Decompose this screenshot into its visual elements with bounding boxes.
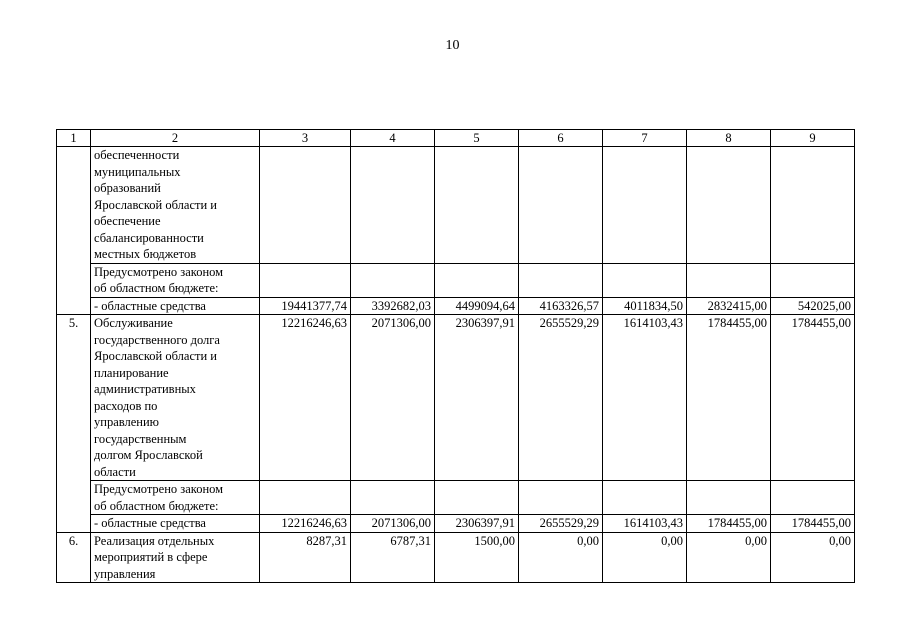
- value-cell: 4163326,57: [519, 297, 603, 315]
- table-row: [57, 481, 855, 515]
- value-cell: 0,00: [519, 532, 603, 583]
- row-number-cell: [57, 263, 91, 297]
- value-cell: [603, 147, 687, 264]
- value-cell: 1784455,00: [687, 315, 771, 481]
- value-cell: [687, 263, 771, 297]
- value-cell: 2071306,00: [351, 515, 435, 533]
- value-cell: 0,00: [603, 532, 687, 583]
- value-cell: 1784455,00: [771, 315, 855, 481]
- header-cell: 2: [91, 130, 260, 147]
- row-description: обеспеченности муниципальных образований Ярославской области и обеспечение сбалансированности местных бюджетов: [91, 147, 260, 264]
- row-description: Реализация отдельных мероприятий в сфере управления: [91, 532, 260, 583]
- header-cell: 8: [687, 130, 771, 147]
- row-description: Обслуживание государственного долга Ярославской области и планирование административных расходов по управлению государственным долгом Ярославской области: [91, 315, 260, 481]
- value-cell: [771, 147, 855, 264]
- header-cell: 6: [519, 130, 603, 147]
- value-cell: [435, 147, 519, 264]
- value-cell: [435, 263, 519, 297]
- value-cell: 12216246,63: [260, 515, 351, 533]
- value-cell: 1614103,43: [603, 515, 687, 533]
- table-row: [57, 297, 855, 315]
- value-cell: 6787,31: [351, 532, 435, 583]
- value-cell: [351, 263, 435, 297]
- table-row: [57, 147, 855, 264]
- law-label: Предусмотрено законом об областном бюджете:: [91, 263, 260, 297]
- value-cell: 2071306,00: [351, 315, 435, 481]
- value-cell: 542025,00: [771, 297, 855, 315]
- value-cell: [603, 263, 687, 297]
- value-cell: [519, 263, 603, 297]
- value-cell: 2306397,91: [435, 315, 519, 481]
- value-cell: 19441377,74: [260, 297, 351, 315]
- law-label: Предусмотрено законом об областном бюджете:: [91, 481, 260, 515]
- header-cell: 5: [435, 130, 519, 147]
- value-cell: 1614103,43: [603, 315, 687, 481]
- table-row: [57, 263, 855, 297]
- header-cell: 4: [351, 130, 435, 147]
- row-number-cell: 6.: [57, 532, 91, 583]
- budget-table: [56, 129, 855, 583]
- value-cell: 0,00: [687, 532, 771, 583]
- value-cell: 4011834,50: [603, 297, 687, 315]
- header-cell: 1: [57, 130, 91, 147]
- value-cell: 1784455,00: [687, 515, 771, 533]
- regional-funds-label: - областные средства: [91, 297, 260, 315]
- value-cell: 1500,00: [435, 532, 519, 583]
- value-cell: 2832415,00: [687, 297, 771, 315]
- regional-funds-label: - областные средства: [91, 515, 260, 533]
- value-cell: 8287,31: [260, 532, 351, 583]
- value-cell: 3392682,03: [351, 297, 435, 315]
- row-number-cell: [57, 515, 91, 533]
- page-number: 10: [445, 38, 460, 53]
- table-row: [57, 532, 855, 583]
- value-cell: [519, 147, 603, 264]
- table-header-row: [57, 130, 855, 147]
- value-cell: 2655529,29: [519, 515, 603, 533]
- header-cell: 3: [260, 130, 351, 147]
- value-cell: [260, 263, 351, 297]
- value-cell: 0,00: [771, 532, 855, 583]
- value-cell: [260, 481, 351, 515]
- table-row: [57, 315, 855, 481]
- value-cell: [687, 481, 771, 515]
- value-cell: [351, 481, 435, 515]
- value-cell: 12216246,63: [260, 315, 351, 481]
- value-cell: [435, 481, 519, 515]
- header-cell: 9: [771, 130, 855, 147]
- value-cell: [519, 481, 603, 515]
- row-number-cell: [57, 481, 91, 515]
- row-number-cell: [57, 147, 91, 264]
- header-cell: 7: [603, 130, 687, 147]
- row-number-cell: 5.: [57, 315, 91, 481]
- table-row: [57, 515, 855, 533]
- value-cell: [260, 147, 351, 264]
- value-cell: 1784455,00: [771, 515, 855, 533]
- value-cell: [603, 481, 687, 515]
- value-cell: [687, 147, 771, 264]
- row-number-cell: [57, 297, 91, 315]
- value-cell: [351, 147, 435, 264]
- value-cell: [771, 263, 855, 297]
- value-cell: [771, 481, 855, 515]
- value-cell: 2655529,29: [519, 315, 603, 481]
- value-cell: 4499094,64: [435, 297, 519, 315]
- value-cell: 2306397,91: [435, 515, 519, 533]
